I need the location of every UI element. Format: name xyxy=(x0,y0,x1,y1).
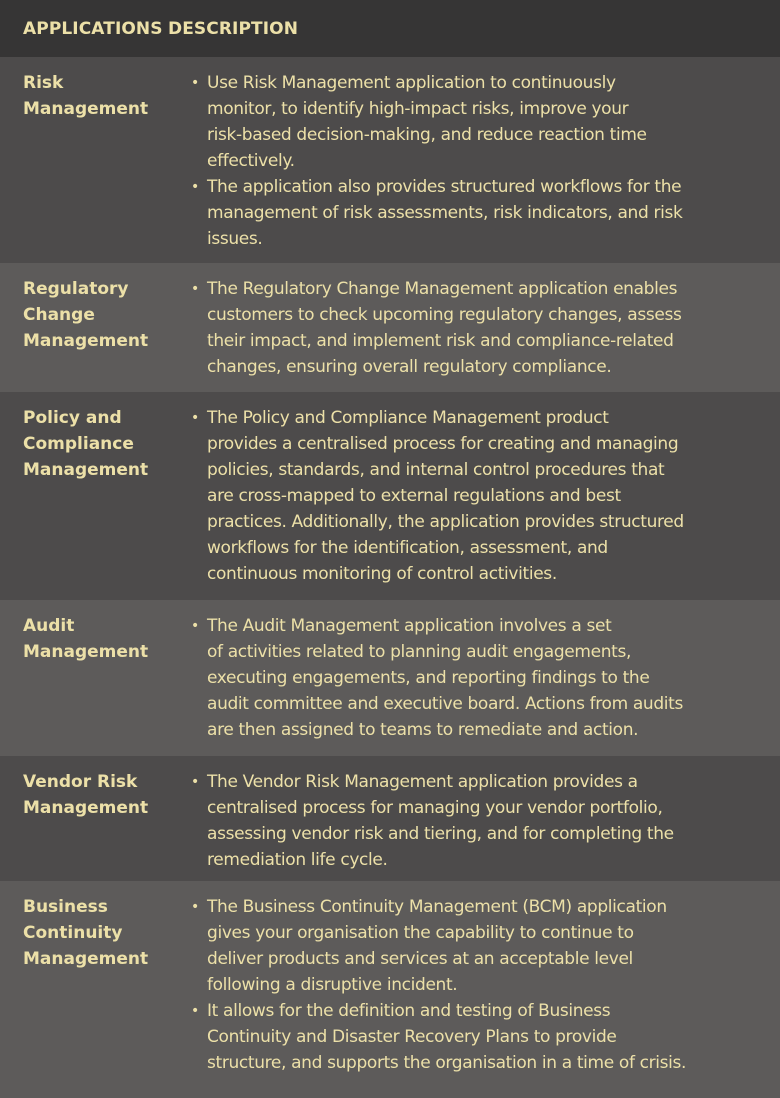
description-text xyxy=(207,769,674,873)
table-header xyxy=(0,0,780,57)
description-line: The Policy and Compliance Management product xyxy=(207,408,609,428)
table-row xyxy=(0,392,780,600)
bullet-icon: • xyxy=(191,1003,200,1019)
application-name xyxy=(0,276,168,392)
bullet-icon: • xyxy=(191,899,200,915)
description-line: The Vendor Risk Management application provides a xyxy=(207,772,638,792)
application-name-line: Change xyxy=(23,305,95,325)
description-line: Continuity and Disaster Recovery Plans to provide xyxy=(207,1027,617,1047)
description-item xyxy=(168,405,768,587)
application-name-line: Risk xyxy=(23,73,64,93)
description-item xyxy=(168,894,768,998)
description-line: policies, standards, and internal control procedures that xyxy=(207,460,665,480)
description-line: deliver products and services at an acceptable level xyxy=(207,949,633,969)
description-item xyxy=(168,769,768,873)
description-line: The Business Continuity Management (BCM) application xyxy=(207,897,667,917)
description-line: management of risk assessments, risk indicators, and risk xyxy=(207,203,683,223)
description-text xyxy=(207,613,683,743)
application-name-line: Compliance xyxy=(23,434,134,454)
bullet-icon: • xyxy=(191,281,200,297)
description-item xyxy=(168,276,768,380)
description-line: Use Risk Management application to continuously xyxy=(207,73,616,93)
application-name-line: Management xyxy=(23,331,149,351)
description-item xyxy=(168,174,768,252)
description-line: remediation life cycle. xyxy=(207,850,388,870)
description-list xyxy=(168,769,768,881)
application-name-line: Management xyxy=(23,99,149,119)
description-text xyxy=(207,174,682,252)
description-line: It allows for the definition and testing of Business xyxy=(207,1001,611,1021)
bullet-icon: • xyxy=(191,774,200,790)
description-line: audit committee and executive board. Actions from audits xyxy=(207,694,683,714)
description-line: structure, and supports the organisation in a time of crisis. xyxy=(207,1053,687,1073)
application-name-line: Management xyxy=(23,798,149,818)
description-line: The application also provides structured workflows for the xyxy=(207,177,682,197)
application-name-line: Audit xyxy=(23,616,75,636)
description-line: are then assigned to teams to remediate and action. xyxy=(207,720,639,740)
table-body xyxy=(0,57,780,1098)
application-name xyxy=(0,613,168,756)
description-line: centralised process for managing your vendor portfolio, xyxy=(207,798,663,818)
description-text xyxy=(207,998,686,1076)
application-name-line: Business xyxy=(23,897,108,917)
table-row xyxy=(0,57,780,263)
application-name-line: Vendor Risk xyxy=(23,772,138,792)
application-name-line: Continuity xyxy=(23,923,123,943)
description-item xyxy=(168,998,768,1076)
description-line: risk-based decision-making, and reduce reaction time xyxy=(207,125,647,145)
description-text xyxy=(207,894,667,998)
description-list xyxy=(168,894,768,1098)
table-row xyxy=(0,263,780,392)
application-name xyxy=(0,405,168,600)
bullet-icon: • xyxy=(191,75,200,91)
application-name xyxy=(0,70,168,263)
description-line: customers to check upcoming regulatory changes, assess xyxy=(207,305,682,325)
description-list xyxy=(168,405,768,600)
application-name xyxy=(0,769,168,881)
bullet-icon: • xyxy=(191,179,200,195)
description-line: their impact, and implement risk and compliance-related xyxy=(207,331,674,351)
description-item xyxy=(168,70,768,174)
application-name-line: Management xyxy=(23,642,149,662)
description-text xyxy=(207,70,647,174)
application-name-line: Regulatory xyxy=(23,279,129,299)
description-line: practices. Additionally, the application provides structured xyxy=(207,512,684,532)
application-name-line: Management xyxy=(23,949,149,969)
description-line: continuous monitoring of control activities. xyxy=(207,564,557,584)
table-row xyxy=(0,600,780,756)
description-list xyxy=(168,70,768,263)
description-line: issues. xyxy=(207,229,263,249)
description-list xyxy=(168,276,768,392)
description-item xyxy=(168,613,768,743)
description-line: gives your organisation the capability to continue to xyxy=(207,923,634,943)
description-line: are cross-mapped to external regulations and best xyxy=(207,486,621,506)
description-line: changes, ensuring overall regulatory compliance. xyxy=(207,357,612,377)
application-name xyxy=(0,894,168,1098)
description-line: assessing vendor risk and tiering, and for completing the xyxy=(207,824,674,844)
header-description: DESCRIPTION xyxy=(168,18,299,39)
description-line: The Regulatory Change Management application enables xyxy=(207,279,678,299)
description-line: monitor, to identify high-impact risks, improve your xyxy=(207,99,629,119)
bullet-icon: • xyxy=(191,618,200,634)
application-name-line: Policy and xyxy=(23,408,122,428)
description-line: provides a centralised process for creating and managing xyxy=(207,434,679,454)
description-text xyxy=(207,405,684,587)
description-line: executing engagements, and reporting findings to the xyxy=(207,668,650,688)
description-text xyxy=(207,276,681,380)
header-applications: APPLICATIONS xyxy=(23,18,163,39)
application-name-line: Management xyxy=(23,460,149,480)
header-applications-cell xyxy=(0,19,168,39)
description-line: of activities related to planning audit engagements, xyxy=(207,642,631,662)
description-list xyxy=(168,613,768,756)
table-row xyxy=(0,756,780,881)
description-line: following a disruptive incident. xyxy=(207,975,458,995)
bullet-icon: • xyxy=(191,410,200,426)
header-description-cell xyxy=(168,19,298,39)
description-line: The Audit Management application involves a set xyxy=(207,616,612,636)
description-line: effectively. xyxy=(207,151,295,171)
description-line: workflows for the identification, assessment, and xyxy=(207,538,608,558)
table-row xyxy=(0,881,780,1098)
